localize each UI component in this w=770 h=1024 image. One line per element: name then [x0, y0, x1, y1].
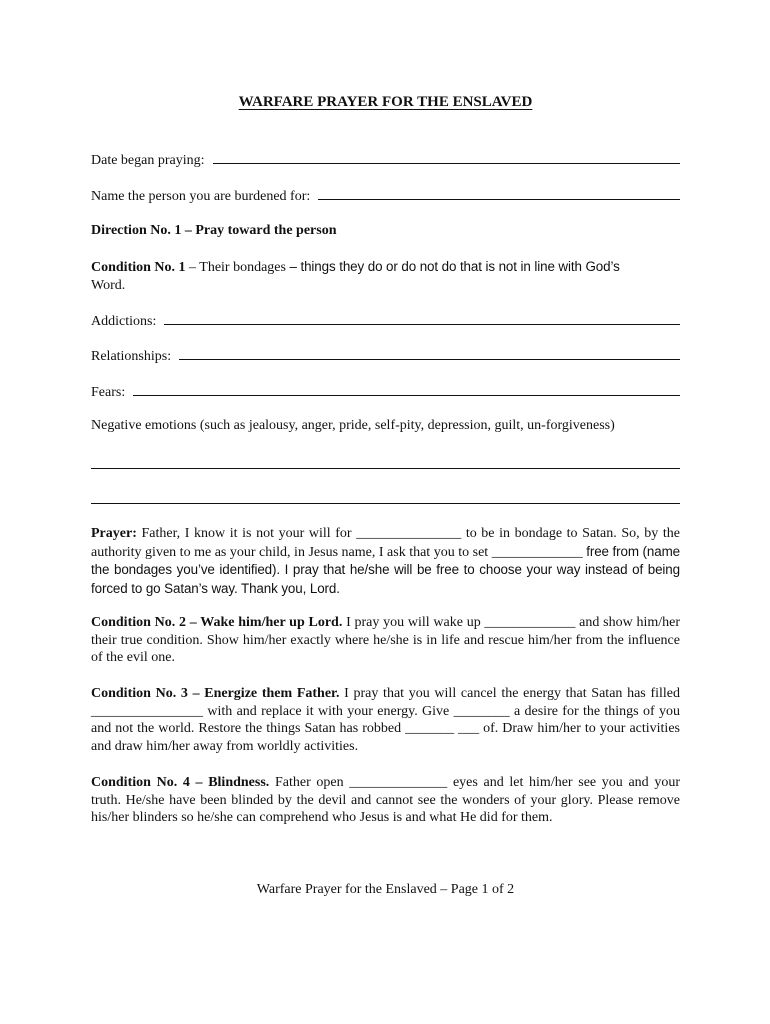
condition-3-paragraph	[91, 685, 680, 755]
fears-label: Fears:	[91, 385, 126, 400]
condition-1-paragraph	[91, 258, 680, 294]
person-name-field[interactable]	[318, 186, 680, 200]
condition-1-label: Condition No. 1	[91, 260, 186, 275]
prayer-paragraph	[91, 525, 680, 598]
prayer-text-b: free from (name the bondages you’ve identified). I pray that he/she will be free to choose your way instead of being forced to go Satan’s way. Thank you, Lord.	[91, 543, 680, 596]
addictions-label: Addictions:	[91, 314, 157, 329]
date-began-row	[91, 150, 680, 170]
condition-1-text-a: – Their bondages	[185, 260, 290, 275]
condition-4-text: Father open ______________ eyes and let him/her see you and your truth. He/she have been blinded by the devil and cannot see the wonders of your glory. Please remove his/her blinders so he/she can comprehend who Jesus is and what He did for them.	[91, 775, 681, 826]
relationships-label: Relationships:	[91, 349, 172, 364]
person-name-label: Name the person you are burdened for:	[91, 189, 311, 204]
negative-emotions-label: Negative emotions (such as jealousy, anger, pride, self-pity, depression, guilt, un-forgiveness)	[91, 418, 615, 433]
negative-emotions-field-2[interactable]	[91, 503, 680, 504]
relationships-field[interactable]	[179, 346, 680, 360]
condition-1-text-b: – things they do or do not do that is not in line with God’s	[289, 259, 620, 274]
condition-2-text: I pray you will wake up _____________ and show him/her their true condition. Show him/her exactly where he/she is in life and rescue him/her from the influence of the evil one.	[91, 615, 680, 666]
condition-3-text: I pray that you will cancel the energy that Satan has filled ________________ with and replace it with your energy. Give ________ a desire for the things of you and not the world. Restore the things Satan has robbed _______ ___ of. Draw him/her to your activities and draw him/her away from worldly activities.	[91, 686, 680, 754]
negative-emotions-field-1[interactable]	[91, 468, 680, 469]
document-page	[91, 0, 680, 1024]
prayer-label: Prayer:	[91, 526, 137, 541]
date-began-label: Date began praying:	[91, 153, 205, 168]
prayer-text-a: Father, I know it is not your will for _______________ to be in bondage to Satan. So, by the authority given to me as your child, in Jesus name, I ask that you to set _____________	[91, 526, 680, 560]
condition-2-paragraph	[91, 614, 680, 667]
fears-row	[91, 382, 680, 402]
condition-1-text-c: Word.	[91, 277, 126, 293]
date-began-field[interactable]	[213, 150, 680, 164]
condition-4-label: Condition No. 4 – Blindness.	[91, 775, 270, 790]
relationships-row	[91, 346, 680, 366]
person-name-row	[91, 186, 680, 206]
page-footer: Warfare Prayer for the Enslaved – Page 1 of 2	[256, 882, 515, 897]
page-title: WARFARE PRAYER FOR THE ENSLAVED	[238, 94, 533, 110]
condition-2-label: Condition No. 2 – Wake him/her up Lord.	[91, 615, 343, 630]
direction-1-heading: Direction No. 1 – Pray toward the person	[91, 223, 337, 238]
fears-field[interactable]	[133, 382, 680, 396]
condition-4-paragraph	[91, 774, 680, 827]
addictions-field[interactable]	[164, 311, 680, 325]
addictions-row	[91, 311, 680, 331]
condition-3-label: Condition No. 3 – Energize them Father.	[91, 686, 340, 701]
